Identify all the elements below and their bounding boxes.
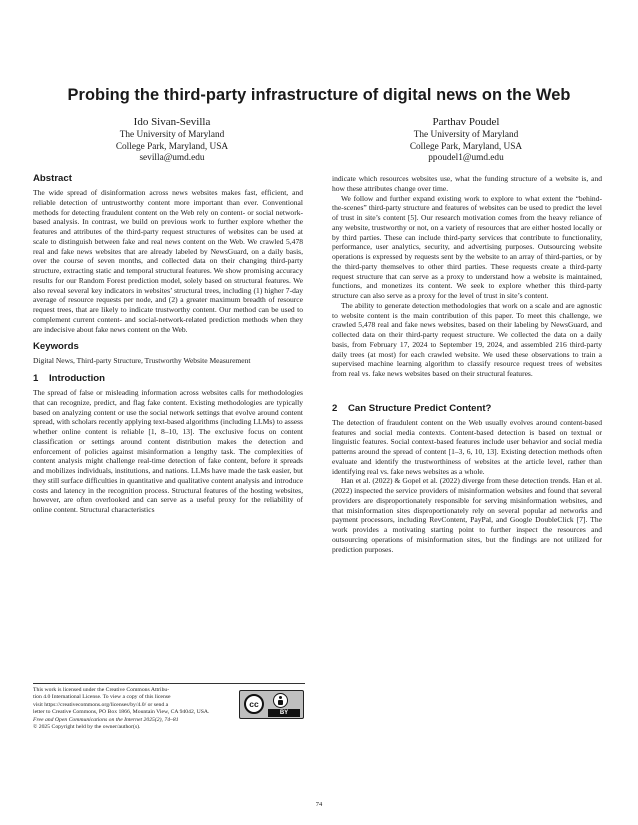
author-affiliation: The University of Maryland	[413, 130, 519, 140]
author-block-2	[341, 116, 591, 165]
keywords-text: Digital News, Third-party Structure, Trustworthy Website Measurement	[33, 356, 251, 366]
author-block-1	[47, 116, 297, 165]
journal-citation: Free and Open Communications on the Internet 2025(2), 74–81	[33, 716, 179, 723]
author-location: College Park, Maryland, USA	[409, 141, 523, 152]
section-number: 1	[33, 373, 39, 384]
intro-paragraph: We follow and further expand existing work to explore to what extent the “behind-the-scenes” third-party structure and features of websites can be used to predict the level of trust in site’s content [5]. Our research motivation comes from the heavy reliance of any website, trustworthy or not, on a variety of resources that are either hosted locally or by third parties. These can include third-party services that contribute to functionality, performance, user analytics, security, and advertising purposes. Outsourcing website operations is expressed by requests sent by the website to an array of third-parties, or by the third-party themselves to other third parties. These requests create a third-party request structure that can serve as a proxy to understand how a website is maintained, functions, and monetizes its content. We seek to explore whether this third-party structure can also serve as a proxy for the level of trust in site’s content.	[332, 193, 602, 300]
paper-title: Probing the third-party infrastructure of digital news on the Web	[67, 86, 571, 104]
license-footer	[33, 683, 305, 731]
author-location: College Park, Maryland, USA	[115, 141, 229, 152]
author-email: sevilla@umd.edu	[139, 153, 205, 164]
cc-by-badge-icon[interactable]	[239, 690, 304, 719]
right-column	[332, 174, 602, 554]
attribution-person-icon	[273, 693, 288, 708]
license-line: letter to Creative Commons, PO Box 1866, Mountain View, CA 94042, USA.	[33, 709, 210, 716]
author-affiliation: The University of Maryland	[119, 130, 225, 140]
intro-heading	[33, 373, 303, 385]
license-line: visit https://creativecommons.org/licenses/by/4.0/ or send a	[33, 701, 169, 708]
keywords-heading: Keywords	[33, 341, 79, 353]
abstract-text: The wide spread of disinformation across news websites makes fast, efficient, and reliable detection of untrustworthy content more important than ever. Conventional methods for detecting fraudulent content on the Web rely on content- or social network-based analysis. In contrast, we build on previous work to further explore whether the features and attributes of the third-party request structures of websites can be used at scale to distinguish between fake and real news content on the Web. We crawled 5,478 real and fake news websites that are already labeled by NewsGuard, on a daily basis, over the course of seven months, and collected data on their changing third-party structure, extracting static and temporal structural features. We show promising accuracy results for our Random Forest prediction model, solely based on structural features. We also reveal several key indicators in websites’ structural trees, including (1) higher 7-day average of resource requests per node, and (2) a greater maximum breadth of resource request trees, that are likely to indicate trustworthy content. Our method can be used to complement current content- and social-network-related prediction methods when they are indecisive about fake news content on the Web.	[33, 188, 303, 334]
section-number: 2	[332, 402, 338, 414]
author-email: ppoudel1@umd.edu	[428, 153, 504, 164]
section2-heading	[332, 403, 602, 415]
section-title: Can Structure Predict Content?	[348, 402, 492, 414]
page-number: 74	[315, 801, 323, 808]
copyright-notice: © 2025 Copyright held by the owner/author(s).	[33, 724, 141, 731]
license-text	[33, 687, 231, 717]
license-line: tion 4.0 International License. To view a copy of this license	[33, 694, 171, 701]
by-label: BY	[268, 709, 300, 717]
license-line: This work is licensed under the Creative Commons Attribu-	[33, 687, 170, 693]
left-column	[33, 173, 303, 515]
section2-paragraph: Han et al. (2022) & Gopel et al. (2022) diverge from these detection trends. Han et al. (2022) inspected the service providers of misinformation websites and found that several providers are disproportionately responsible for serving misinformation websites, and that misinformation sites disproportionately rely on several popular ad networks and payment processors, including RevContent, PayPal, and Google DoubleClick [7]. The work provides a motivating starting point to further inspect the resources and outsourcing operations of misinformation sites, but the findings are not utilized for prediction purposes.	[332, 476, 602, 554]
abstract-heading: Abstract	[33, 173, 72, 184]
intro-paragraph-continuation: indicate which resources websites use, what the funding structure of a website is, and how these attributes change over time.	[332, 174, 602, 193]
author-name: Ido Sivan-Sevilla	[133, 116, 211, 128]
cc-logo-icon: cc	[244, 694, 264, 714]
section-title: Introduction	[49, 373, 105, 384]
section2-paragraph: The detection of fraudulent content on the Web usually evolves around content-based features and social media contexts. Content-based detection is based on textual or linguistic features. Social context-based features include user behavior and social media patterns around the spread of content [1–3, 6, 10, 13]. Existing detection methods often evaluate and identify the trustworthiness of websites at the article level, rather than identifying real vs. fake news websites as a whole.	[332, 417, 602, 476]
intro-paragraph: The spread of false or misleading information across websites calls for methodologies that can recognize, predict, and flag fake content. Existing methodologies are typically based on analyzing content or use the social network settings that evolve around content spread, with scholars recently applying text-based algorithms (including LLMs) to assess whether online content is reliable [1, 8–10, 13]. The exclusive focus on content classification or settings around content distribution makes the detection and enforcement of policies against misinformation a lengthy task. The complexities of content analysis might challenge real-time detection of fake content, before it spreads and mobilizes individuals, institutions, and nations. LLMs have made the task easier, but they still surface difficulties in quantitative and qualitative content analysis and introduce costs and latency in the recognition process. Structural features of the hosting websites, however, are often overlooked and can serve as a useful proxy for the reliability of online content. Structural characteristics	[33, 388, 303, 514]
author-name: Parthav Poudel	[432, 116, 500, 128]
intro-paragraph: The ability to generate detection methodologies that work on a scale and are agnostic to website content is the main contribution of this paper. To meet this challenge, we crawled 5,478 real and fake news websites, based on their labeling by NewsGuard, and collected data on their third-party request structure. We collected the data on a daily basis, from February 17, 2024 to September 19, 2024, and assembled 216 third-party daily trees (at most) for each crawled website. We used these observations to train a supervised machine learning algorithm to classify resource request trees of websites from real vs. fake news websites based on their structural features.	[332, 300, 602, 378]
